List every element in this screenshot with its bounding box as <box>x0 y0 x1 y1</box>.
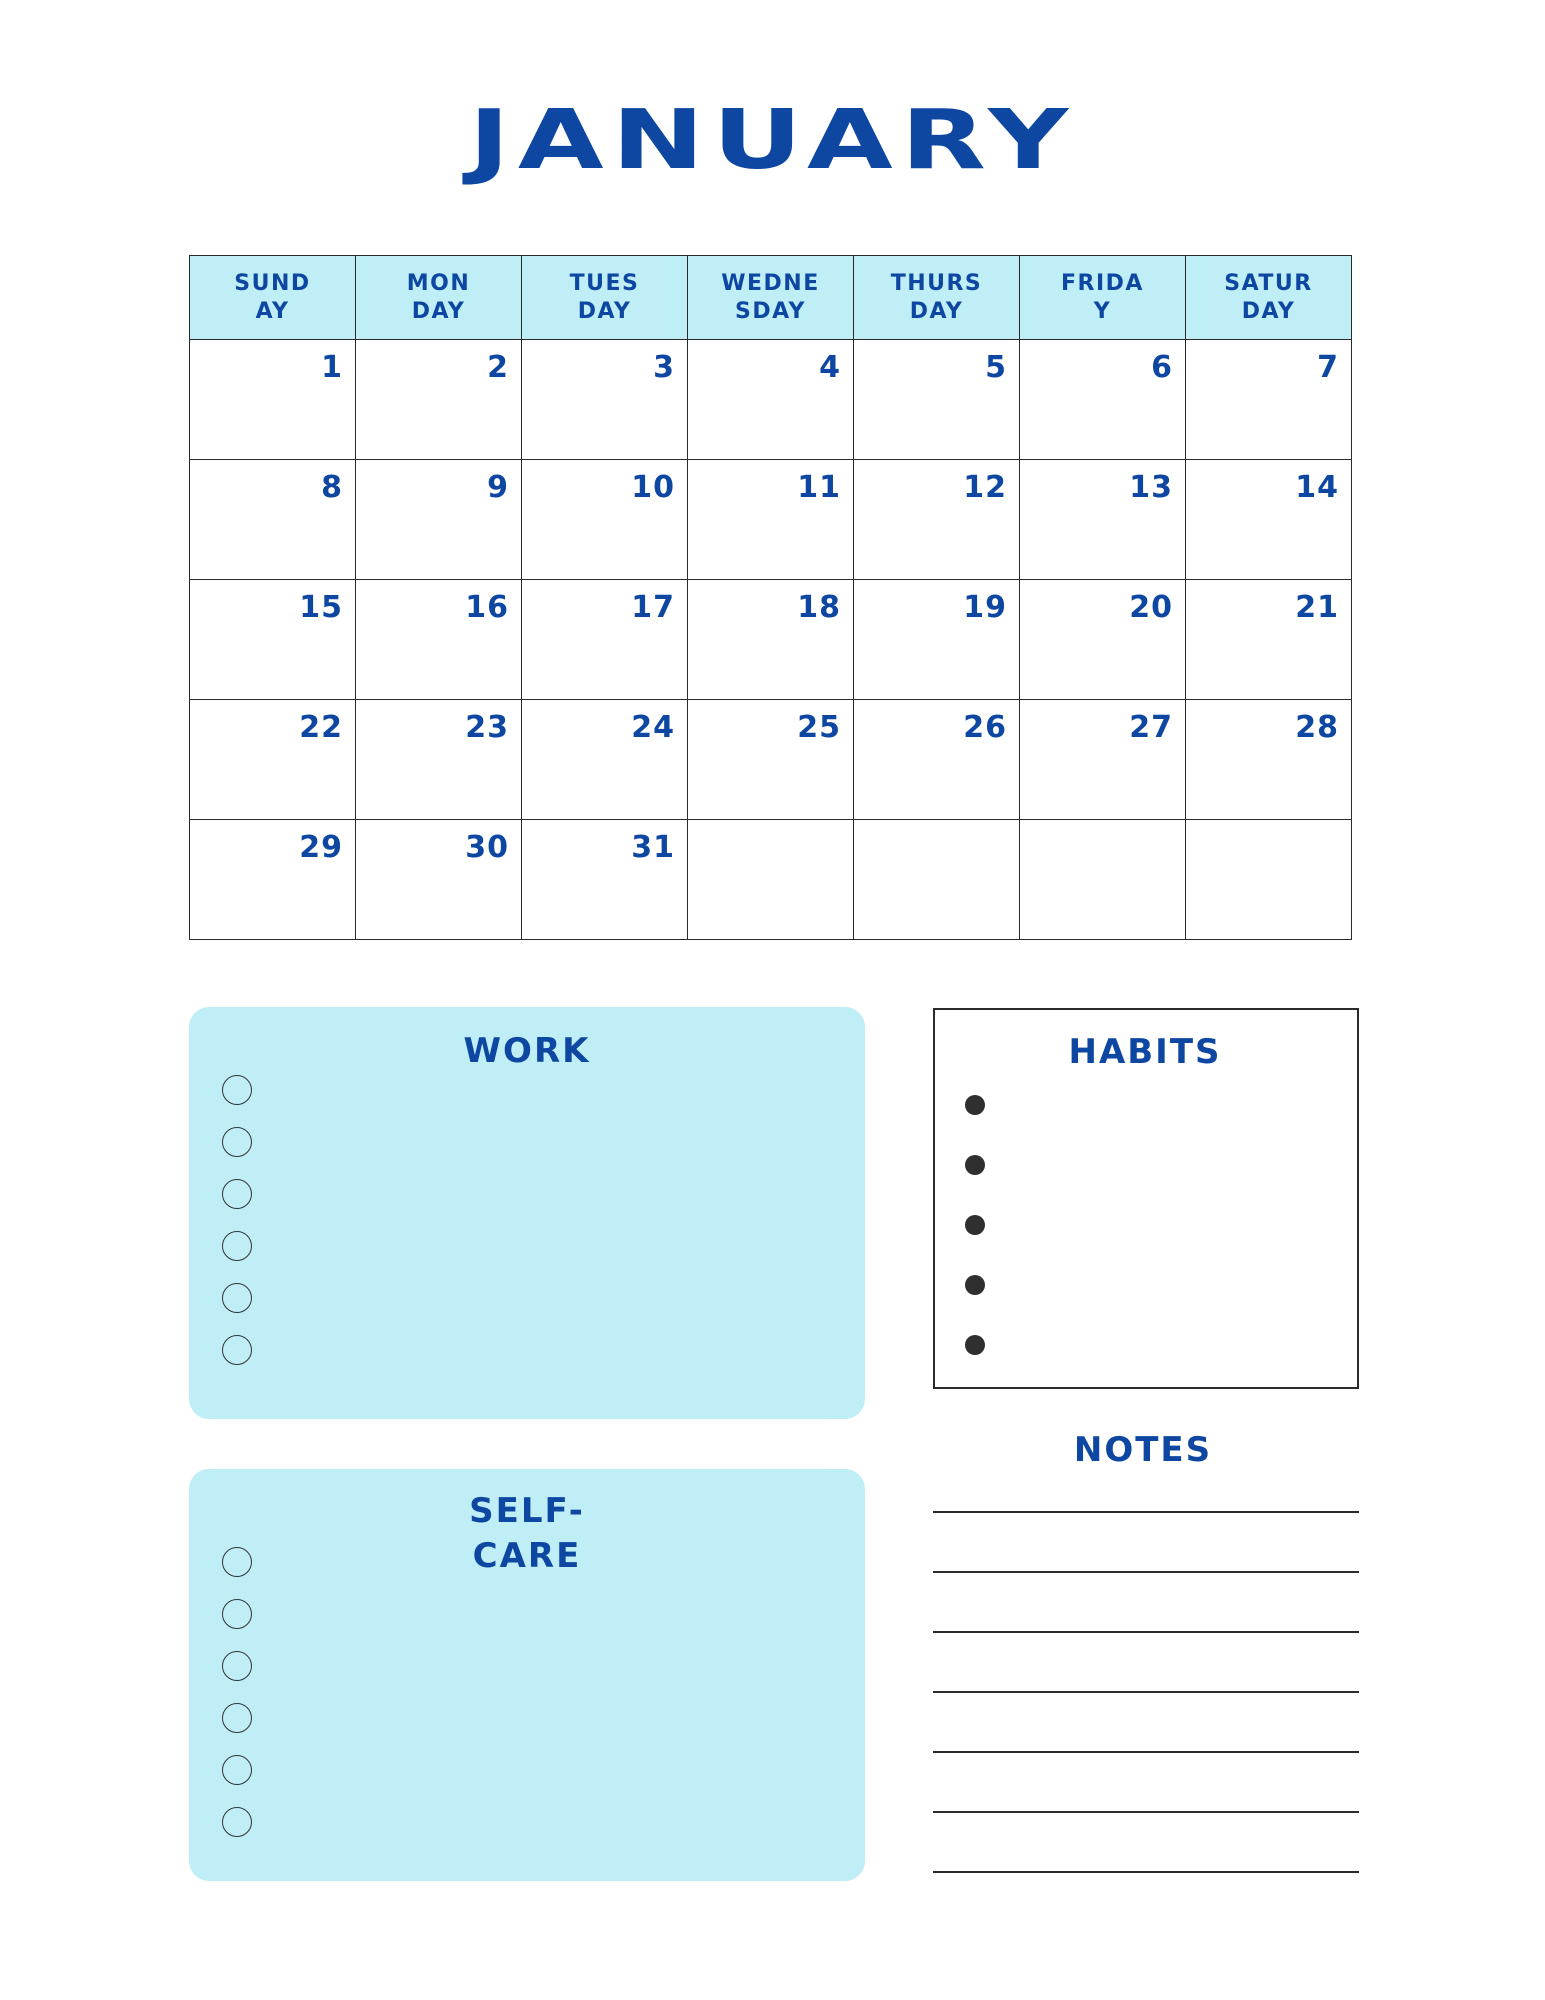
checkbox[interactable] <box>222 1807 252 1837</box>
bullet-icon <box>965 1275 985 1295</box>
day-cell[interactable] <box>190 340 356 460</box>
day-cell[interactable] <box>1020 700 1186 820</box>
notes-title: NOTES <box>1073 1430 1213 1470</box>
note-line[interactable] <box>933 1511 1359 1513</box>
day-cell[interactable] <box>1186 580 1352 700</box>
day-number: 24 <box>631 710 675 745</box>
note-line[interactable] <box>933 1751 1359 1753</box>
day-cell[interactable] <box>1020 820 1186 940</box>
week-row <box>190 340 1352 460</box>
habits-box <box>933 1008 1359 1389</box>
day-cell[interactable] <box>356 340 522 460</box>
checkbox[interactable] <box>222 1755 252 1785</box>
day-number <box>854 820 1019 830</box>
calendar-grid <box>189 255 1352 940</box>
note-line[interactable] <box>933 1871 1359 1873</box>
checkbox[interactable] <box>222 1599 252 1629</box>
day-cell[interactable] <box>854 820 1020 940</box>
day-cell[interactable] <box>522 700 688 820</box>
day-number: 11 <box>797 470 841 505</box>
day-number: 7 <box>1317 350 1339 385</box>
day-number: 9 <box>487 470 509 505</box>
day-number: 26 <box>963 710 1007 745</box>
day-number: 10 <box>631 470 675 505</box>
day-number <box>688 820 853 830</box>
day-number: 12 <box>963 470 1007 505</box>
day-cell[interactable] <box>1020 460 1186 580</box>
day-number: 29 <box>299 830 343 865</box>
weekday-sunday: SUND AY <box>190 256 356 340</box>
day-number <box>1020 820 1185 830</box>
bullet-icon <box>965 1155 985 1175</box>
day-cell[interactable] <box>854 700 1020 820</box>
week-row <box>190 580 1352 700</box>
day-number: 8 <box>321 470 343 505</box>
month-title: JANUARY <box>468 93 1077 188</box>
day-cell[interactable] <box>688 820 854 940</box>
day-number: 15 <box>299 590 343 625</box>
day-number: 2 <box>487 350 509 385</box>
day-number: 5 <box>985 350 1007 385</box>
week-row <box>190 820 1352 940</box>
day-cell[interactable] <box>854 580 1020 700</box>
day-cell[interactable] <box>356 580 522 700</box>
weekday-monday: MON DAY <box>356 256 522 340</box>
day-cell[interactable] <box>522 340 688 460</box>
day-cell[interactable] <box>356 700 522 820</box>
weekday-saturday: SATUR DAY <box>1186 256 1352 340</box>
work-title: WORK <box>463 1031 591 1071</box>
day-number <box>1186 820 1351 830</box>
day-cell[interactable] <box>854 460 1020 580</box>
note-line[interactable] <box>933 1691 1359 1693</box>
bullet-icon <box>965 1335 985 1355</box>
day-number: 18 <box>797 590 841 625</box>
weekday-thursday: THURS DAY <box>854 256 1020 340</box>
work-panel <box>189 1007 865 1419</box>
bullet-icon <box>965 1095 985 1115</box>
weekday-friday: FRIDA Y <box>1020 256 1186 340</box>
day-number: 23 <box>465 710 509 745</box>
day-cell[interactable] <box>190 820 356 940</box>
day-cell[interactable] <box>190 700 356 820</box>
checkbox[interactable] <box>222 1335 252 1365</box>
day-number: 16 <box>465 590 509 625</box>
checkbox[interactable] <box>222 1703 252 1733</box>
note-line[interactable] <box>933 1631 1359 1633</box>
day-number: 1 <box>321 350 343 385</box>
day-number: 19 <box>963 590 1007 625</box>
bullet-icon <box>965 1215 985 1235</box>
day-number: 14 <box>1295 470 1339 505</box>
checkbox[interactable] <box>222 1547 252 1577</box>
selfcare-title: SELF- CARE <box>469 1491 585 1576</box>
day-number: 21 <box>1295 590 1339 625</box>
weekday-tuesday: TUES DAY <box>522 256 688 340</box>
day-cell[interactable] <box>190 460 356 580</box>
checkbox[interactable] <box>222 1651 252 1681</box>
day-cell[interactable] <box>1186 340 1352 460</box>
day-number: 27 <box>1129 710 1173 745</box>
checkbox[interactable] <box>222 1231 252 1261</box>
weekday-header-row <box>190 256 1352 340</box>
checkbox[interactable] <box>222 1075 252 1105</box>
day-number: 3 <box>653 350 675 385</box>
checkbox[interactable] <box>222 1179 252 1209</box>
selfcare-panel <box>189 1469 865 1881</box>
day-number: 30 <box>465 830 509 865</box>
day-cell[interactable] <box>522 580 688 700</box>
habits-title: HABITS <box>1068 1032 1222 1072</box>
week-row <box>190 460 1352 580</box>
day-cell[interactable] <box>356 820 522 940</box>
day-cell[interactable] <box>1020 580 1186 700</box>
day-cell[interactable] <box>522 460 688 580</box>
day-cell[interactable] <box>1186 460 1352 580</box>
day-number: 6 <box>1151 350 1173 385</box>
habits-list <box>965 1095 985 1395</box>
day-cell[interactable] <box>688 580 854 700</box>
day-number: 4 <box>819 350 841 385</box>
checkbox[interactable] <box>222 1283 252 1313</box>
day-number: 17 <box>631 590 675 625</box>
day-cell[interactable] <box>1020 340 1186 460</box>
day-number: 31 <box>631 830 675 865</box>
day-cell[interactable] <box>1186 820 1352 940</box>
day-cell[interactable] <box>1186 700 1352 820</box>
day-cell[interactable] <box>688 700 854 820</box>
day-number: 22 <box>299 710 343 745</box>
note-line[interactable] <box>933 1811 1359 1813</box>
day-number: 20 <box>1129 590 1173 625</box>
day-number: 25 <box>797 710 841 745</box>
day-number: 13 <box>1129 470 1173 505</box>
day-cell[interactable] <box>522 820 688 940</box>
note-line[interactable] <box>933 1571 1359 1573</box>
day-number: 28 <box>1295 710 1339 745</box>
weekday-wednesday: WEDNE SDAY <box>688 256 854 340</box>
day-cell[interactable] <box>688 460 854 580</box>
selfcare-checklist <box>222 1547 252 1859</box>
week-row <box>190 700 1352 820</box>
checkbox[interactable] <box>222 1127 252 1157</box>
day-cell[interactable] <box>854 340 1020 460</box>
day-cell[interactable] <box>688 340 854 460</box>
day-cell[interactable] <box>356 460 522 580</box>
work-checklist <box>222 1075 252 1387</box>
day-cell[interactable] <box>190 580 356 700</box>
